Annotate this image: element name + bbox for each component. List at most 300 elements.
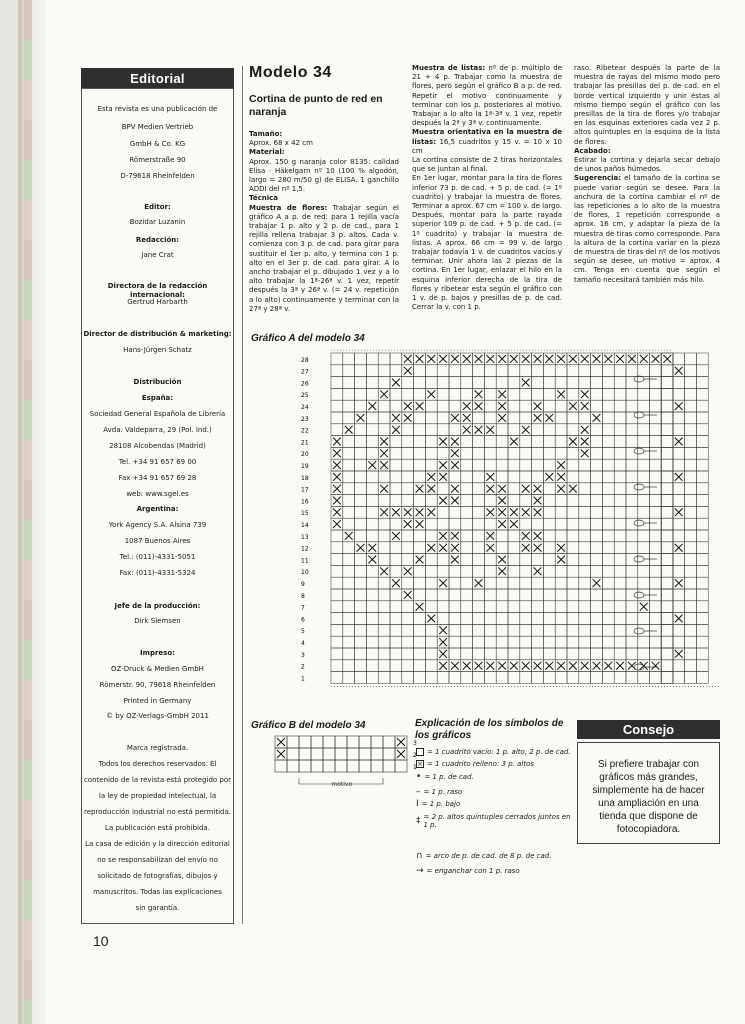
chart-a-cell <box>508 447 520 459</box>
chart-a-cell <box>484 388 496 400</box>
legend-text: = 1 p. bajo <box>421 800 461 808</box>
chart-a-cell <box>343 554 355 566</box>
chart-a-cell <box>437 412 449 424</box>
chart-a-cell <box>366 424 378 436</box>
chart-a-cell <box>484 601 496 613</box>
chart-a-cell <box>614 447 626 459</box>
chart-a-cell <box>461 518 473 530</box>
chart-a-cell <box>355 353 367 365</box>
chart-a-filled-mark <box>475 579 483 587</box>
chart-a-cell <box>378 412 390 424</box>
chart-a-cell <box>532 554 544 566</box>
chart-a-cell <box>378 577 390 589</box>
chart-a-cell <box>650 471 662 483</box>
chart-a-border-cell <box>696 447 708 459</box>
chart-a-cell <box>638 365 650 377</box>
chart-a-cell <box>543 424 555 436</box>
chart-a-cell <box>638 400 650 412</box>
chart-a-cell <box>532 447 544 459</box>
chart-a-cell <box>567 518 579 530</box>
chart-a-row-label: 3 <box>301 651 305 659</box>
chart-a-cell <box>378 530 390 542</box>
chart-a-cell <box>555 636 567 648</box>
chart-a-filled-mark <box>522 532 530 540</box>
chart-b-cell <box>359 748 371 760</box>
chart-a-cell <box>532 672 544 684</box>
chart-a-border-cell <box>673 388 685 400</box>
chart-a-cell <box>567 459 579 471</box>
chart-a-filled-mark <box>416 520 424 528</box>
chart-a-cell <box>496 471 508 483</box>
chart-a-filled-mark <box>463 426 471 434</box>
chart-a-cell <box>650 613 662 625</box>
chart-a-filled-mark <box>451 414 459 422</box>
chart-b-cell <box>347 736 359 748</box>
chart-a-filled-mark <box>616 355 624 363</box>
chart-a-border-cell <box>685 436 697 448</box>
chart-a-cell <box>355 447 367 459</box>
chart-a-cell <box>355 365 367 377</box>
chart-b-cell <box>275 760 287 772</box>
chart-a-filled-mark <box>392 414 400 422</box>
chart-a-filled-mark <box>416 485 424 493</box>
binding-color-strip <box>24 0 32 1024</box>
chart-a-border-cell <box>696 530 708 542</box>
chart-a-cell <box>473 412 485 424</box>
chart-a-cell <box>437 601 449 613</box>
chart-a-filled-mark <box>510 520 518 528</box>
chart-a-cell <box>520 459 532 471</box>
chart-a-chain-arc <box>634 556 644 562</box>
chart-a-filled-mark <box>486 426 494 434</box>
chart-a-cell <box>602 436 614 448</box>
chart-a-cell <box>484 613 496 625</box>
chart-a-cell <box>567 424 579 436</box>
chart-a-row-label: 5 <box>301 628 305 636</box>
chart-a-filled-mark <box>545 414 553 422</box>
chart-a-cell <box>555 577 567 589</box>
chart-a-border-cell <box>673 459 685 471</box>
chart-a-filled-mark <box>439 473 447 481</box>
chart-a-filled-mark <box>380 567 388 575</box>
chart-a-cell <box>543 518 555 530</box>
chart-a-cell <box>449 601 461 613</box>
chart-a-filled-mark <box>439 638 447 646</box>
chart-a-cell <box>473 648 485 660</box>
chart-a-cell <box>508 365 520 377</box>
chart-a-filled-mark <box>333 497 341 505</box>
chart-a-cell <box>661 542 673 554</box>
chart-a-border-cell <box>661 648 673 660</box>
chart-a-cell <box>378 365 390 377</box>
chart-a-cell <box>626 565 638 577</box>
chart-a-cell <box>626 495 638 507</box>
chart-b-cell <box>311 748 323 760</box>
chart-a-cell <box>402 672 414 684</box>
chart-a-cell <box>543 388 555 400</box>
chart-a-cell <box>638 648 650 660</box>
chart-a-cell <box>579 613 591 625</box>
chart-a-filled-mark <box>475 355 483 363</box>
paragraph-text: Aprox. 150 g naranja color 8135: calidad Elisa · Häkelgarn nº 10 (100 % algodón, largo = 280 m/50 g) de ELISA. 1 ganchillo ADDI del nº 1,5. <box>249 157 399 194</box>
editorial-line: Dirk Siemsen <box>134 617 181 625</box>
chart-a-cell <box>638 495 650 507</box>
article-paragraph <box>574 174 720 284</box>
chart-a-cell <box>425 518 437 530</box>
chart-a-filled-mark <box>545 473 553 481</box>
chart-a-cell <box>661 530 673 542</box>
chart-a-cell <box>355 601 367 613</box>
editorial-line: York Agency S.A. Alsina 739 <box>108 521 207 529</box>
chart-a-filled-mark <box>569 662 577 670</box>
chart-a-cell <box>355 565 367 577</box>
editorial-line: GmbH & Co. KG <box>129 140 186 148</box>
chart-a-filled-mark <box>439 355 447 363</box>
chart-a-filled-mark <box>368 556 376 564</box>
chart-a-cell <box>366 471 378 483</box>
chart-a-cell <box>543 648 555 660</box>
chart-a-cell <box>484 518 496 530</box>
chart-a-cell <box>496 577 508 589</box>
editorial-line: Esta revista es una publicación de <box>97 105 218 113</box>
chart-a-row-label: 2 <box>301 663 305 671</box>
chart-a-filled-mark <box>404 591 412 599</box>
chart-a-filled-mark <box>534 544 542 552</box>
chart-a-cell <box>638 471 650 483</box>
chart-a-filled-mark <box>498 402 506 410</box>
chart-a-cell <box>579 483 591 495</box>
chart-a-cell <box>591 624 603 636</box>
chart-a-cell <box>425 660 437 672</box>
chart-a-border-cell <box>673 412 685 424</box>
chart-a-border-cell <box>661 613 673 625</box>
chart-a-cell <box>650 400 662 412</box>
chart-a-border-cell <box>696 613 708 625</box>
chart-a-cell <box>602 636 614 648</box>
chart-a-border-cell <box>696 660 708 672</box>
chart-a-cell <box>602 565 614 577</box>
chart-a-filled-mark <box>451 355 459 363</box>
chart-a-cell <box>473 483 485 495</box>
chart-a-border-cell <box>673 353 685 365</box>
chart-a-cell <box>602 554 614 566</box>
chart-a-cell <box>555 365 567 377</box>
chart-a-cell <box>461 613 473 625</box>
chart-a-cell <box>579 506 591 518</box>
chart-a-cell <box>331 400 343 412</box>
chart-a-cell <box>402 648 414 660</box>
chart-a-filled-mark <box>451 438 459 446</box>
chart-a-cell <box>355 648 367 660</box>
chart-b-cell <box>371 736 383 748</box>
chart-a-cell <box>390 400 402 412</box>
chart-a-cell <box>661 412 673 424</box>
chart-a-filled-mark <box>498 556 506 564</box>
chart-a-filled-mark <box>380 485 388 493</box>
chart-a-filled-mark <box>451 556 459 564</box>
chart-a-cell <box>425 377 437 389</box>
chart-a-border-cell <box>661 412 673 424</box>
chart-a-cell <box>473 471 485 483</box>
chart-a-cell <box>579 377 591 389</box>
chart-a-border-mark <box>675 473 683 481</box>
chart-a-cell <box>602 577 614 589</box>
chart-a-cell <box>650 554 662 566</box>
chart-a-border-cell <box>685 400 697 412</box>
chart-a-cell <box>390 660 402 672</box>
chart-a-filled-mark <box>463 402 471 410</box>
chart-a-cell <box>650 672 662 684</box>
editorial-line: Marca registrada. <box>126 744 189 752</box>
chart-a-cell <box>425 672 437 684</box>
chart-a-cell <box>508 542 520 554</box>
article-paragraph <box>412 174 562 312</box>
chart-b-cell <box>287 760 299 772</box>
arc-symbol-icon: ∩ <box>416 851 423 861</box>
chart-a-cell <box>355 483 367 495</box>
chart-a-cell <box>449 589 461 601</box>
chart-a-cell <box>425 424 437 436</box>
chart-a-cell <box>532 613 544 625</box>
chart-a-filled-mark <box>475 402 483 410</box>
chart-a-border-mark <box>675 508 683 516</box>
chart-a-cell <box>402 459 414 471</box>
chart-b-cell <box>299 736 311 748</box>
chart-a-border-cell <box>661 495 673 507</box>
chart-a-cell <box>496 365 508 377</box>
chart-a-cell <box>508 400 520 412</box>
chart-b-cell <box>347 748 359 760</box>
chart-a-filled-mark <box>652 355 660 363</box>
chart-a-cell <box>366 565 378 577</box>
editorial-line: Jane Crat <box>141 251 174 259</box>
chart-a-filled-mark <box>498 390 506 398</box>
chart-a-border-cell <box>661 447 673 459</box>
chart-a-cell <box>661 459 673 471</box>
chart-a-filled-mark <box>439 662 447 670</box>
chart-a-cell <box>378 542 390 554</box>
chart-a-cell <box>661 471 673 483</box>
paragraph-heading: Técnica <box>249 194 278 203</box>
chart-a-row-label: 15 <box>301 510 309 518</box>
chart-a-cell <box>437 377 449 389</box>
editorial-line: Impreso: <box>140 649 175 657</box>
chart-a-cell <box>461 447 473 459</box>
chart-a-cell <box>496 436 508 448</box>
chart-a-chain-arc <box>634 448 644 454</box>
chart-a-border-cell <box>696 506 708 518</box>
chart-a-cell <box>484 554 496 566</box>
chart-a-cell <box>508 483 520 495</box>
chart-a-filled-mark <box>498 414 506 422</box>
chart-a-filled-mark <box>569 402 577 410</box>
chart-a-cell <box>355 471 367 483</box>
legend-item <box>416 787 576 797</box>
chart-a-cell <box>626 672 638 684</box>
chart-a-border-cell <box>696 518 708 530</box>
chart-a-filled-mark <box>486 355 494 363</box>
editorial-line: sin garantía. <box>135 904 180 912</box>
article-subtitle: Cortina de punto de red en naranja <box>249 93 383 118</box>
chart-a-cell <box>567 624 579 636</box>
chart-b-cell <box>383 736 395 748</box>
chart-a-cell <box>614 648 626 660</box>
chart-a-cell <box>579 672 591 684</box>
chart-a-cell <box>532 377 544 389</box>
chart-a-cell <box>650 530 662 542</box>
chart-a-cell <box>626 377 638 389</box>
chart-a-cell <box>626 530 638 542</box>
chart-a-cell <box>331 412 343 424</box>
chart-a-row-label: 21 <box>301 439 309 447</box>
chart-b-row-label: 2 <box>413 752 417 759</box>
chart-a-filled-mark <box>404 567 412 575</box>
chart-a-cell <box>390 613 402 625</box>
chart-a-cell <box>532 365 544 377</box>
chart-a-cell <box>331 388 343 400</box>
chart-a-cell <box>390 648 402 660</box>
chart-a-border-cell <box>673 624 685 636</box>
chart-a-border-cell <box>661 577 673 589</box>
chart-a-cell <box>402 577 414 589</box>
chart-a-cell <box>532 577 544 589</box>
chart-a-cell <box>414 624 426 636</box>
chart-a-filled-mark <box>486 662 494 670</box>
chart-a-cell <box>567 589 579 601</box>
chart-a-cell <box>508 554 520 566</box>
chart-a-cell <box>484 377 496 389</box>
chart-a-filled-mark <box>486 544 494 552</box>
article-paragraph <box>574 147 720 156</box>
chart-a-chain-arc <box>634 412 644 418</box>
chart-a-filled-mark <box>557 485 565 493</box>
chart-a-filled-mark <box>463 662 471 670</box>
chart-a-border-cell <box>673 565 685 577</box>
chart-a-cell <box>414 495 426 507</box>
chart-a-border-mark <box>675 615 683 623</box>
editorial-line: Jefe de la producción: <box>114 602 201 610</box>
article-column-3 <box>574 64 720 285</box>
paragraph-heading: Muestra de listas: <box>412 64 486 72</box>
chart-a-cell <box>602 424 614 436</box>
paragraph-heading: Muestra de flores: <box>249 203 328 212</box>
chart-a-row-label: 25 <box>301 392 309 400</box>
chart-a-cell <box>591 388 603 400</box>
chart-a-cell <box>355 613 367 625</box>
chart-b-row-label: 1 <box>413 764 417 771</box>
chart-a-cell <box>366 518 378 530</box>
chart-a-cell <box>484 577 496 589</box>
chart-a-cell <box>378 424 390 436</box>
article-title: Modelo 34 <box>249 64 332 81</box>
paragraph-text: el tamaño de la cortina se puede variar según se desee. Para la anchura de la cortina cambiar el nº de las repeticiones a lo alto de la muestra de flores, 1 repetición corresponde a aprox. 16 cm, y adaptar la pieza de la muestra de tiras como corresponde. Para la altura de la cortina variar en la pieza de muestra de tiras del nº de los motivos según se desee, un motivo = aprox. 4 cm. Tenga en cuenta que según el tamaño necesitará también más hilo. <box>574 174 720 284</box>
chart-a-cell <box>532 518 544 530</box>
chart-a-cell <box>390 471 402 483</box>
chart-a-cell <box>331 636 343 648</box>
editorial-line: Editor: <box>144 203 171 211</box>
chart-b-cell <box>323 748 335 760</box>
chart-a-filled-mark <box>522 662 530 670</box>
chart-a-cell <box>390 601 402 613</box>
chart-a-cell <box>650 648 662 660</box>
chart-a-border-cell <box>685 495 697 507</box>
chart-a-cell <box>461 577 473 589</box>
chart-a-cell <box>378 648 390 660</box>
chart-a-cell <box>449 388 461 400</box>
chart-a-cell <box>355 436 367 448</box>
chart-a-cell <box>614 542 626 554</box>
chart-a-cell <box>614 613 626 625</box>
chart-a-border-cell <box>685 672 697 684</box>
chart-a-cell <box>567 506 579 518</box>
chart-a-cell <box>520 412 532 424</box>
chart-a-cell <box>532 424 544 436</box>
chart-a-row-label: 22 <box>301 427 309 435</box>
chart-a-chain-arc <box>634 592 644 598</box>
chart-a-cell <box>591 542 603 554</box>
article-column-1 <box>249 130 399 314</box>
chart-a-cell <box>602 377 614 389</box>
chart-a-cell <box>414 471 426 483</box>
editorial-line: Director de distribución & marketing: <box>83 330 232 338</box>
chart-a-cell <box>414 424 426 436</box>
chart-a-cell <box>343 377 355 389</box>
chart-a-cell <box>567 601 579 613</box>
editorial-line: Tel.: (011)-4331-5051 <box>119 553 196 561</box>
chart-a-cell <box>437 424 449 436</box>
chart-a-cell <box>555 377 567 389</box>
chart-a-cell <box>661 506 673 518</box>
chart-a-border-cell <box>673 447 685 459</box>
chart-a-filled-mark <box>581 449 589 457</box>
legend-title: Explicación de los símbolos de los gráficos <box>415 718 564 741</box>
chart-a-border-cell <box>696 542 708 554</box>
chart-a-border-cell <box>673 483 685 495</box>
chart-a-cell <box>661 518 673 530</box>
chart-a-cell <box>366 577 378 589</box>
chart-a-cell <box>579 601 591 613</box>
chart-a-cell <box>402 436 414 448</box>
chart-a-cell <box>626 542 638 554</box>
chart-a-cell <box>343 353 355 365</box>
chart-a-cell <box>461 495 473 507</box>
chart-a-cell <box>555 624 567 636</box>
chart-a-cell <box>555 436 567 448</box>
chart-a-filled-mark <box>416 508 424 516</box>
chart-a-cell <box>508 495 520 507</box>
chart-a-cell <box>461 506 473 518</box>
chart-a-cell <box>461 648 473 660</box>
chart-a-cell <box>402 624 414 636</box>
chart-a-cell <box>567 471 579 483</box>
chart-a-cell <box>520 565 532 577</box>
chart-a-cell <box>602 365 614 377</box>
chart-a-filled-mark <box>451 662 459 670</box>
chart-a-cell <box>508 530 520 542</box>
chart-a-cell <box>638 530 650 542</box>
chart-a-cell <box>355 518 367 530</box>
chart-a-filled-mark <box>652 662 660 670</box>
chart-a-filled-mark <box>380 449 388 457</box>
chart-a-cell <box>496 530 508 542</box>
chart-a-cell <box>414 636 426 648</box>
editorial-line: Bozidar Luzanin <box>129 218 186 226</box>
chart-a-cell <box>579 542 591 554</box>
legend-item <box>416 813 576 829</box>
legend-text: = 1 p. raso <box>423 788 463 796</box>
chart-a-filled-mark <box>581 355 589 363</box>
chart-b-grid <box>251 736 417 806</box>
